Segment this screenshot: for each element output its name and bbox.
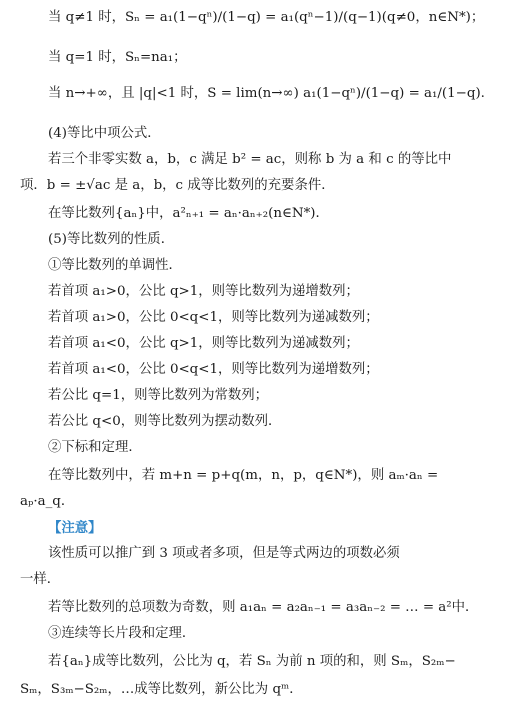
text-line: 在等比数列中，若 m+n = p+q(m，n，p，q∈N*)，则 aₘ·aₙ = [48, 468, 439, 483]
text-line: 若首项 a₁>0，公比 q>1，则等比数列为递增数列； [48, 284, 359, 299]
text-line: (5)等比数列的性质． [48, 232, 175, 247]
text-line: 若公比 q<0，则等比数列为摆动数列． [48, 414, 282, 429]
text-line: Sₘ，S₃ₘ−S₂ₘ，…成等比数列，新公比为 qᵐ． [20, 682, 303, 697]
note-heading: 【注意】 [48, 520, 102, 536]
text-line: (4)等比中项公式． [48, 126, 161, 141]
text-line: 若三个非零实数 a，b，c 满足 b² = ac，则称 b 为 a 和 c 的等比中 [48, 152, 452, 167]
text-line: ③连续等长片段和定理． [48, 626, 196, 641]
text-line: 一样． [20, 572, 61, 587]
text-line: 当 q≠1 时，Sₙ = a₁(1−qⁿ)/(1−q) = a₁(qⁿ−1)/(q−1)(q≠0，n∈N*)； [48, 10, 485, 25]
text-line: 若首项 a₁>0，公比 0<q<1，则等比数列为递减数列； [48, 310, 379, 325]
text-line: 若等比数列的总项数为奇数，则 a₁aₙ = a₂aₙ₋₁ = a₃aₙ₋₂ = … = a²中． [48, 600, 479, 615]
text-line: 当 q=1 时，Sₙ=na₁； [48, 50, 187, 65]
text-line: 项．b = ±√ac 是 a，b，c 成等比数列的充要条件． [20, 178, 335, 193]
text-line: ①等比数列的单调性． [48, 258, 182, 273]
text-line: 该性质可以推广到 3 项或者多项，但是等式两边的项数必须 [48, 546, 400, 561]
text-line: 若首项 a₁<0，公比 0<q<1，则等比数列为递增数列； [48, 362, 379, 377]
text-line: 若公比 q=1，则等比数列为常数列； [48, 388, 269, 403]
text-line: 若{aₙ}成等比数列，公比为 q，若 Sₙ 为前 n 项的和，则 Sₘ，S₂ₘ− [48, 654, 456, 669]
text-line: aₚ·a_q． [20, 494, 75, 509]
text-line: 当 n→+∞，且 |q|<1 时，S = lim(n→∞) a₁(1−qⁿ)/(1−q) = a₁/(1−q). [48, 86, 485, 101]
text-line: 在等比数列{aₙ}中，a²ₙ₊₁ = aₙ·aₙ₊₂(n∈N*)． [48, 206, 329, 221]
text-line: ②下标和定理． [48, 440, 142, 455]
text-line: 若首项 a₁<0，公比 q>1，则等比数列为递减数列； [48, 336, 359, 351]
